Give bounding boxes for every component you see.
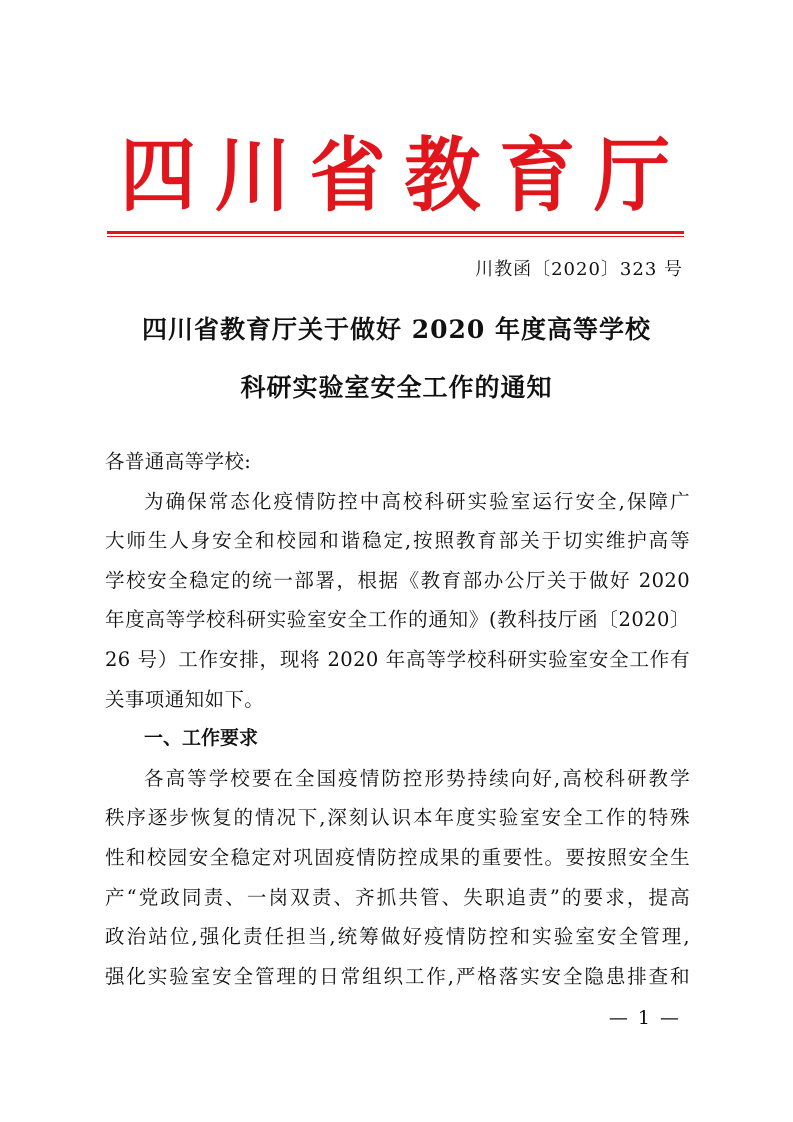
document-title-line-1: 四川省教育厅关于做好 2020 年度高等学校	[142, 315, 651, 344]
paragraph-line: 产“党政同责、一岗双责、齐抓共管、失职追责”的要求，提高	[105, 885, 690, 909]
document-body	[105, 442, 690, 996]
letterhead-char: 厅	[593, 128, 670, 223]
letterhead-char: 教	[404, 128, 481, 223]
letterhead-rule-thin	[107, 236, 684, 237]
paragraph-line: 性和校园安全稳定对巩固疫情防控成果的重要性。要按照安全生	[105, 845, 690, 869]
paragraph-line: 各高等学校要在全国疫情防控形势持续向好,高校科研教学	[144, 766, 690, 790]
document-number: 川教函〔2020〕323 号	[475, 259, 683, 280]
section-heading: 一、工作要求	[144, 727, 259, 750]
page-number: — 1 —	[608, 1007, 681, 1029]
paragraph-line: 26 号）工作安排，现将 2020 年高等学校科研实验室安全工作有	[105, 647, 690, 671]
paragraph-line: 为确保常态化疫情防控中高校科研实验室运行安全,保障广	[144, 489, 690, 513]
paragraph-line: 年度高等学校科研实验室安全工作的通知》(教科技厅函〔2020〕	[105, 608, 690, 632]
paragraph-line: 学校安全稳定的统一部署，根据《教育部办公厅关于做好 2020	[105, 568, 690, 592]
paragraph-line: 秩序逐步恢复的情况下,深刻认识本年度实验室安全工作的特殊	[105, 806, 690, 830]
salutation: 各普通高等学校:	[105, 450, 252, 473]
paragraph-line: 关事项通知如下。	[105, 687, 265, 711]
paragraph-line: 政治站位,强化责任担当,统筹做好疫情防控和实验室安全管理,	[105, 925, 690, 949]
letterhead-char: 川	[214, 128, 291, 223]
letterhead-char: 四	[120, 128, 196, 223]
document-title-line-2: 科研实验室安全工作的通知	[240, 373, 553, 402]
letterhead-title	[120, 128, 670, 224]
paragraph-line: 大师生人身安全和校园和谐稳定,按照教育部关于切实维护高等	[105, 529, 690, 553]
letterhead-rule-thick	[107, 231, 684, 234]
letterhead-char: 省	[309, 128, 386, 223]
paragraph-line: 强化实验室安全管理的日常组织工作,严格落实安全隐患排查和	[105, 964, 690, 988]
letterhead-char: 育	[499, 128, 576, 223]
